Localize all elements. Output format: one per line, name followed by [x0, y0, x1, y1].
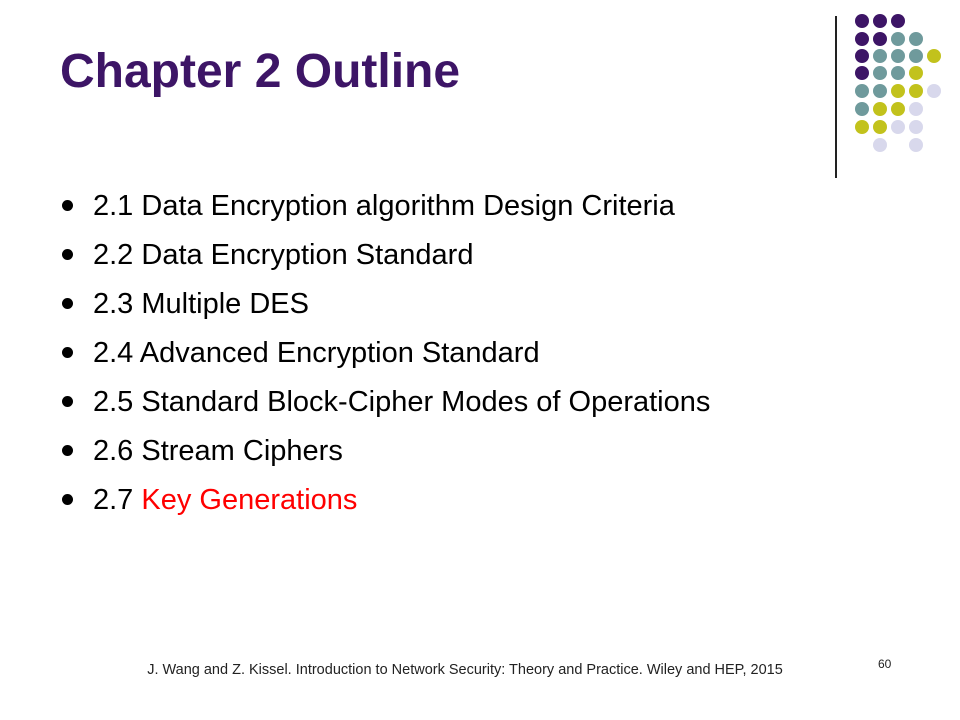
decorative-dot — [909, 32, 923, 46]
decorative-dot — [927, 49, 941, 63]
decorative-dot — [891, 66, 905, 80]
decorative-dot — [891, 14, 905, 28]
outline-item-text: 2.1 Data Encryption algorithm Design Criteria — [93, 190, 675, 222]
decorative-dot — [891, 120, 905, 134]
decorative-dot — [873, 66, 887, 80]
outline-item-text: 2.5 Standard Block-Cipher Modes of Operations — [93, 386, 711, 418]
decorative-dot — [927, 84, 941, 98]
decorative-dot — [855, 120, 869, 134]
decorative-dot — [855, 84, 869, 98]
bullet-icon — [62, 200, 73, 211]
outline-item-text: 2.3 Multiple DES — [93, 288, 309, 320]
decorative-dot — [909, 102, 923, 116]
decorative-dot — [873, 102, 887, 116]
slide-title: Chapter 2 Outline — [60, 45, 461, 98]
page-number: 60 — [878, 657, 892, 671]
decorative-dot — [873, 138, 887, 152]
bullet-icon — [62, 249, 73, 260]
decorative-dot — [909, 138, 923, 152]
decorative-dot — [855, 32, 869, 46]
decorative-dot — [873, 49, 887, 63]
bullet-icon — [62, 445, 73, 456]
bullet-icon — [62, 347, 73, 358]
decorative-dot — [855, 49, 869, 63]
decorative-dot — [891, 49, 905, 63]
decorative-dot — [891, 32, 905, 46]
bullet-icon — [62, 494, 73, 505]
decorative-dot — [855, 66, 869, 80]
decorative-dot — [855, 14, 869, 28]
decorative-dot — [909, 66, 923, 80]
outline-item-text: 2.6 Stream Ciphers — [93, 435, 343, 467]
decorative-dot — [873, 120, 887, 134]
decorative-dot — [909, 120, 923, 134]
decorative-dot — [873, 84, 887, 98]
outline-item-highlight: Key Generations — [141, 484, 358, 516]
outline-item-text: 2.4 Advanced Encryption Standard — [93, 337, 540, 369]
decorative-dot — [873, 14, 887, 28]
bullet-icon — [62, 298, 73, 309]
decorative-dot — [909, 84, 923, 98]
decorative-dot — [873, 32, 887, 46]
decorative-dot — [855, 102, 869, 116]
decorative-dot — [891, 102, 905, 116]
decorative-dot — [891, 84, 905, 98]
decorative-dot — [909, 49, 923, 63]
outline-item-text: 2.2 Data Encryption Standard — [93, 239, 474, 271]
bullet-icon — [62, 396, 73, 407]
outline-item-text — [93, 480, 357, 520]
decorative-dot-grid — [0, 0, 960, 200]
citation-footer: J. Wang and Z. Kissel. Introduction to Network Security: Theory and Practice. Wiley and HEP, 2015 — [147, 662, 783, 678]
outline-item-number: 2.7 — [93, 484, 142, 516]
